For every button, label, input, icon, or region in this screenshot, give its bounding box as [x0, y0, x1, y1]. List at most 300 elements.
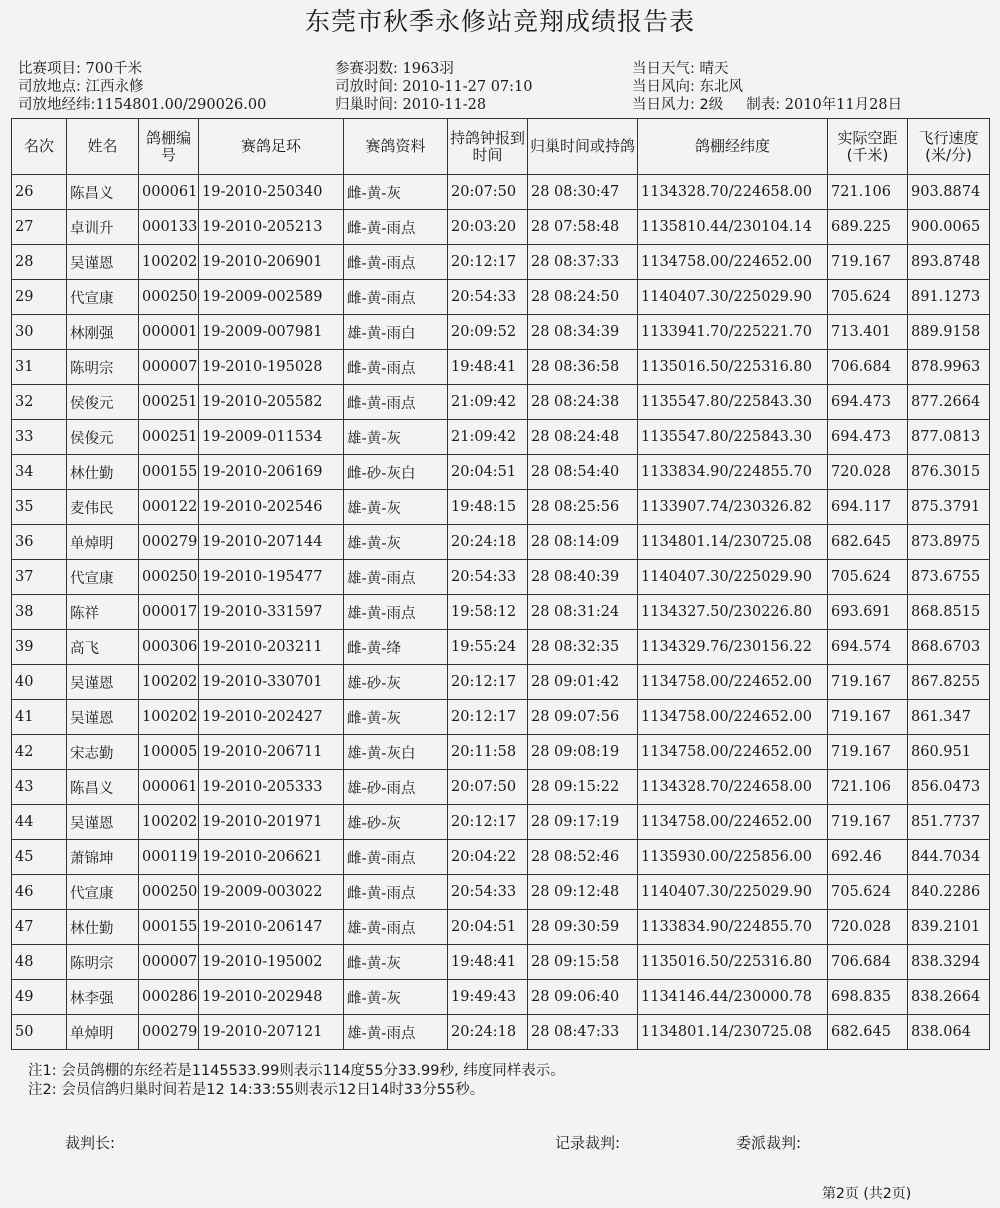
cell-rank: 43 [12, 770, 67, 805]
notes [28, 1062, 565, 1100]
release-place: 司放地点: 江西永修 [18, 79, 144, 95]
cell-clock: 20:54:33 [448, 875, 528, 910]
cell-name: 陈祥 [67, 595, 139, 630]
cell-loft: 000286 [139, 980, 199, 1015]
cell-bird: 雄-黄-灰白 [344, 735, 448, 770]
cell-name: 林仕勤 [67, 455, 139, 490]
cell-speed: 838.064 [908, 1015, 990, 1050]
cell-name: 高飞 [67, 630, 139, 665]
table-body [12, 175, 990, 1050]
cell-coords: 1134328.70/224658.00 [638, 175, 828, 210]
cell-arrival: 28 08:30:47 [528, 175, 638, 210]
cell-coords: 1135547.80/225843.30 [638, 385, 828, 420]
cell-coords: 1135016.50/225316.80 [638, 350, 828, 385]
cell-bird: 雄-黄-雨点 [344, 595, 448, 630]
results-table [11, 118, 990, 1050]
cell-ring: 19-2010-331597 [199, 595, 344, 630]
cell-name: 林仕勤 [67, 910, 139, 945]
cell-rank: 36 [12, 525, 67, 560]
cell-arrival: 28 09:12:48 [528, 875, 638, 910]
cell-speed: 873.6755 [908, 560, 990, 595]
cell-ring: 19-2010-206621 [199, 840, 344, 875]
cell-speed: 868.6703 [908, 630, 990, 665]
header-clock: 持鸽钟报到时间 [448, 119, 528, 175]
cell-bird: 雌-黄-雨点 [344, 245, 448, 280]
cell-clock: 20:12:17 [448, 245, 528, 280]
cell-arrival: 28 08:52:46 [528, 840, 638, 875]
cell-rank: 35 [12, 490, 67, 525]
cell-loft: 000061 [139, 770, 199, 805]
cell-coords: 1133941.70/225221.70 [638, 315, 828, 350]
info-column-middle [335, 60, 533, 114]
cell-distance: 706.684 [828, 350, 908, 385]
cell-bird: 雌-黄-雨点 [344, 840, 448, 875]
cell-clock: 21:09:42 [448, 420, 528, 455]
cell-rank: 30 [12, 315, 67, 350]
cell-loft: 000250 [139, 560, 199, 595]
table-row [12, 280, 990, 315]
cell-name: 侯俊元 [67, 420, 139, 455]
note-2: 注2: 会员信鸽归巢时间若是12 14:33:55则表示12日14时33分55秒。 [28, 1082, 485, 1098]
table-row [12, 875, 990, 910]
cell-distance: 706.684 [828, 945, 908, 980]
cell-coords: 1135810.44/230104.14 [638, 210, 828, 245]
cell-name: 宋志勤 [67, 735, 139, 770]
cell-distance: 694.473 [828, 420, 908, 455]
cell-distance: 682.645 [828, 1015, 908, 1050]
header-bird: 赛鸽资料 [344, 119, 448, 175]
cell-loft: 100005 [139, 735, 199, 770]
cell-ring: 19-2010-203211 [199, 630, 344, 665]
table-row [12, 210, 990, 245]
cell-ring: 19-2009-011534 [199, 420, 344, 455]
cell-clock: 19:55:24 [448, 630, 528, 665]
cell-name: 单焯明 [67, 525, 139, 560]
cell-name: 吴谨恩 [67, 700, 139, 735]
cell-bird: 雌-黄-雨点 [344, 875, 448, 910]
cell-coords: 1134801.14/230725.08 [638, 525, 828, 560]
cell-clock: 20:09:52 [448, 315, 528, 350]
cell-loft: 000251 [139, 420, 199, 455]
made-date-label: 制表: [746, 97, 781, 113]
wind-direction: 当日风向: 东北风 [632, 79, 743, 95]
cell-bird: 雄-砂-灰 [344, 665, 448, 700]
cell-ring: 19-2010-205582 [199, 385, 344, 420]
cell-rank: 42 [12, 735, 67, 770]
cell-arrival: 28 08:24:50 [528, 280, 638, 315]
info-column-left [18, 60, 266, 114]
table-header-row [12, 119, 990, 175]
cell-name: 代宣康 [67, 875, 139, 910]
cell-coords: 1134329.76/230156.22 [638, 630, 828, 665]
cell-arrival: 28 08:25:56 [528, 490, 638, 525]
release-time: 司放时间: 2010-11-27 07:10 [335, 79, 533, 95]
cell-bird: 雄-黄-灰 [344, 490, 448, 525]
page-number: 第2页 (共2页) [822, 1186, 912, 1202]
cell-clock: 20:54:33 [448, 560, 528, 595]
cell-speed: 889.9158 [908, 315, 990, 350]
cell-loft: 100202 [139, 700, 199, 735]
cell-bird: 雌-黄-雨点 [344, 385, 448, 420]
cell-coords: 1134758.00/224652.00 [638, 805, 828, 840]
cell-name: 陈昌义 [67, 175, 139, 210]
cell-coords: 1134758.00/224652.00 [638, 245, 828, 280]
table-row [12, 595, 990, 630]
wind-force: 当日风力: 2级 制表: 2010年11月28日 [632, 97, 903, 113]
cell-arrival: 28 09:15:58 [528, 945, 638, 980]
cell-rank: 40 [12, 665, 67, 700]
cell-coords: 1140407.30/225029.90 [638, 280, 828, 315]
cell-clock: 20:11:58 [448, 735, 528, 770]
cell-distance: 705.624 [828, 280, 908, 315]
cell-coords: 1133907.74/230326.82 [638, 490, 828, 525]
cell-rank: 45 [12, 840, 67, 875]
cell-loft: 100202 [139, 805, 199, 840]
cell-speed: 856.0473 [908, 770, 990, 805]
cell-distance: 720.028 [828, 455, 908, 490]
header-speed: 飞行速度(米/分) [908, 119, 990, 175]
cell-speed: 877.0813 [908, 420, 990, 455]
cell-clock: 20:24:18 [448, 1015, 528, 1050]
cell-distance: 719.167 [828, 700, 908, 735]
cell-rank: 49 [12, 980, 67, 1015]
cell-loft: 000155 [139, 910, 199, 945]
recorder-judge-label: 记录裁判: [555, 1134, 621, 1152]
cell-loft: 000250 [139, 875, 199, 910]
cell-arrival: 28 08:31:24 [528, 595, 638, 630]
cell-name: 侯俊元 [67, 385, 139, 420]
cell-name: 单焯明 [67, 1015, 139, 1050]
cell-bird: 雌-黄-雨点 [344, 210, 448, 245]
cell-rank: 34 [12, 455, 67, 490]
cell-distance: 705.624 [828, 875, 908, 910]
cell-loft: 000279 [139, 1015, 199, 1050]
cell-speed: 903.8874 [908, 175, 990, 210]
cell-bird: 雄-黄-灰 [344, 420, 448, 455]
table-row [12, 910, 990, 945]
cell-coords: 1135930.00/225856.00 [638, 840, 828, 875]
cell-name: 麦伟民 [67, 490, 139, 525]
cell-coords: 1134758.00/224652.00 [638, 665, 828, 700]
made-date: 2010年11月28日 [784, 97, 903, 113]
cell-loft: 000250 [139, 280, 199, 315]
table-row [12, 315, 990, 350]
cell-clock: 19:49:43 [448, 980, 528, 1015]
cell-rank: 32 [12, 385, 67, 420]
cell-ring: 19-2010-206147 [199, 910, 344, 945]
cell-clock: 20:07:50 [448, 770, 528, 805]
cell-distance: 693.691 [828, 595, 908, 630]
cell-rank: 50 [12, 1015, 67, 1050]
table-row [12, 490, 990, 525]
table-row [12, 805, 990, 840]
cell-arrival: 28 08:34:39 [528, 315, 638, 350]
cell-distance: 694.574 [828, 630, 908, 665]
cell-ring: 19-2010-201971 [199, 805, 344, 840]
cell-loft: 000007 [139, 350, 199, 385]
cell-arrival: 28 09:30:59 [528, 910, 638, 945]
cell-distance: 721.106 [828, 175, 908, 210]
cell-name: 吴谨恩 [67, 665, 139, 700]
cell-loft: 000061 [139, 175, 199, 210]
cell-distance: 713.401 [828, 315, 908, 350]
cell-coords: 1134758.00/224652.00 [638, 735, 828, 770]
cell-loft: 100202 [139, 665, 199, 700]
cell-bird: 雄-砂-雨点 [344, 770, 448, 805]
cell-rank: 28 [12, 245, 67, 280]
return-time: 归巢时间: 2010-11-28 [335, 97, 487, 113]
cell-ring: 19-2010-206169 [199, 455, 344, 490]
cell-clock: 20:04:51 [448, 910, 528, 945]
cell-distance: 719.167 [828, 735, 908, 770]
cell-rank: 41 [12, 700, 67, 735]
cell-coords: 1135016.50/225316.80 [638, 945, 828, 980]
cell-clock: 20:54:33 [448, 280, 528, 315]
cell-name: 代宣康 [67, 280, 139, 315]
cell-arrival: 28 08:24:48 [528, 420, 638, 455]
cell-speed: 839.2101 [908, 910, 990, 945]
cell-ring: 19-2010-207121 [199, 1015, 344, 1050]
cell-rank: 44 [12, 805, 67, 840]
cell-rank: 39 [12, 630, 67, 665]
header-loft: 鸽棚编号 [139, 119, 199, 175]
cell-clock: 19:58:12 [448, 595, 528, 630]
cell-ring: 19-2009-003022 [199, 875, 344, 910]
cell-distance: 719.167 [828, 245, 908, 280]
cell-speed: 891.1273 [908, 280, 990, 315]
cell-distance: 692.46 [828, 840, 908, 875]
cell-name: 萧锦坤 [67, 840, 139, 875]
cell-rank: 26 [12, 175, 67, 210]
cell-distance: 694.473 [828, 385, 908, 420]
cell-speed: 860.951 [908, 735, 990, 770]
cell-speed: 876.3015 [908, 455, 990, 490]
cell-loft: 000017 [139, 595, 199, 630]
cell-coords: 1134758.00/224652.00 [638, 700, 828, 735]
cell-bird: 雄-黄-雨点 [344, 1015, 448, 1050]
cell-arrival: 28 08:37:33 [528, 245, 638, 280]
cell-bird: 雌-黄-灰 [344, 980, 448, 1015]
cell-name: 林刚强 [67, 315, 139, 350]
cell-ring: 19-2010-250340 [199, 175, 344, 210]
cell-arrival: 28 09:06:40 [528, 980, 638, 1015]
cell-distance: 719.167 [828, 665, 908, 700]
cell-bird: 雄-黄-雨点 [344, 560, 448, 595]
note-1: 注1: 会员鸽棚的东经若是1145533.99则表示114度55分33.99秒, 纬度同样表示。 [28, 1063, 565, 1079]
cell-arrival: 28 08:36:58 [528, 350, 638, 385]
header-rank: 名次 [12, 119, 67, 175]
table-row [12, 245, 990, 280]
cell-speed: 877.2664 [908, 385, 990, 420]
cell-bird: 雄-砂-灰 [344, 805, 448, 840]
cell-ring: 19-2010-195028 [199, 350, 344, 385]
table-row [12, 735, 990, 770]
cell-name: 吴谨恩 [67, 245, 139, 280]
cell-distance: 682.645 [828, 525, 908, 560]
cell-clock: 20:07:50 [448, 175, 528, 210]
cell-speed: 838.2664 [908, 980, 990, 1015]
cell-speed: 844.7034 [908, 840, 990, 875]
cell-rank: 38 [12, 595, 67, 630]
cell-ring: 19-2010-206711 [199, 735, 344, 770]
header-coords: 鸽棚经纬度 [638, 119, 828, 175]
cell-speed: 867.8255 [908, 665, 990, 700]
table-row [12, 525, 990, 560]
table-row [12, 455, 990, 490]
cell-speed: 893.8748 [908, 245, 990, 280]
cell-clock: 20:24:18 [448, 525, 528, 560]
cell-ring: 19-2010-206901 [199, 245, 344, 280]
cell-speed: 840.2286 [908, 875, 990, 910]
cell-distance: 721.106 [828, 770, 908, 805]
cell-bird: 雌-黄-绛 [344, 630, 448, 665]
cell-loft: 000001 [139, 315, 199, 350]
cell-coords: 1134328.70/224658.00 [638, 770, 828, 805]
cell-bird: 雌-黄-灰 [344, 175, 448, 210]
table-row [12, 630, 990, 665]
cell-ring: 19-2010-202546 [199, 490, 344, 525]
cell-clock: 20:04:51 [448, 455, 528, 490]
table-row [12, 840, 990, 875]
cell-ring: 19-2010-202948 [199, 980, 344, 1015]
cell-rank: 47 [12, 910, 67, 945]
cell-name: 卓训升 [67, 210, 139, 245]
cell-name: 陈明宗 [67, 350, 139, 385]
cell-loft: 000279 [139, 525, 199, 560]
report-title: 东莞市秋季永修站竞翔成绩报告表 [304, 7, 695, 36]
cell-arrival: 28 08:24:38 [528, 385, 638, 420]
cell-bird: 雄-黄-雨白 [344, 315, 448, 350]
cell-coords: 1140407.30/225029.90 [638, 560, 828, 595]
cell-ring: 19-2009-002589 [199, 280, 344, 315]
cell-clock: 20:12:17 [448, 665, 528, 700]
cell-loft: 100202 [139, 245, 199, 280]
cell-rank: 46 [12, 875, 67, 910]
cell-speed: 838.3294 [908, 945, 990, 980]
cell-bird: 雄-黄-灰 [344, 525, 448, 560]
cell-name: 代宣康 [67, 560, 139, 595]
cell-name: 林李强 [67, 980, 139, 1015]
table-row [12, 420, 990, 455]
cell-rank: 37 [12, 560, 67, 595]
cell-speed: 900.0065 [908, 210, 990, 245]
cell-loft: 000007 [139, 945, 199, 980]
header-name: 姓名 [67, 119, 139, 175]
bird-count: 参赛羽数: 1963羽 [335, 61, 454, 77]
cell-coords: 1140407.30/225029.90 [638, 875, 828, 910]
cell-loft: 000122 [139, 490, 199, 525]
table-row [12, 700, 990, 735]
cell-bird: 雄-黄-雨点 [344, 910, 448, 945]
cell-name: 吴谨恩 [67, 805, 139, 840]
cell-coords: 1134327.50/230226.80 [638, 595, 828, 630]
cell-ring: 19-2010-195002 [199, 945, 344, 980]
cell-arrival: 28 09:15:22 [528, 770, 638, 805]
cell-ring: 19-2010-207144 [199, 525, 344, 560]
cell-ring: 19-2010-205333 [199, 770, 344, 805]
table-row [12, 350, 990, 385]
cell-bird: 雌-黄-雨点 [344, 280, 448, 315]
cell-name: 陈明宗 [67, 945, 139, 980]
cell-arrival: 28 07:58:48 [528, 210, 638, 245]
cell-name: 陈昌义 [67, 770, 139, 805]
cell-bird: 雌-砂-灰白 [344, 455, 448, 490]
cell-speed: 868.8515 [908, 595, 990, 630]
cell-arrival: 28 08:40:39 [528, 560, 638, 595]
header-distance: 实际空距(千米) [828, 119, 908, 175]
race-item: 比赛项目: 700千米 [18, 61, 143, 77]
cell-speed: 878.9963 [908, 350, 990, 385]
cell-clock: 19:48:15 [448, 490, 528, 525]
table-row [12, 175, 990, 210]
header-arrival: 归巢时间或持鸽 [528, 119, 638, 175]
table-row [12, 560, 990, 595]
table-row [12, 980, 990, 1015]
cell-clock: 20:04:22 [448, 840, 528, 875]
cell-ring: 19-2010-202427 [199, 700, 344, 735]
cell-bird: 雌-黄-灰 [344, 945, 448, 980]
appointed-judge-label: 委派裁判: [736, 1134, 802, 1152]
info-column-right [632, 60, 902, 114]
cell-distance: 698.835 [828, 980, 908, 1015]
cell-coords: 1134801.14/230725.08 [638, 1015, 828, 1050]
cell-arrival: 28 09:17:19 [528, 805, 638, 840]
table-row [12, 385, 990, 420]
cell-distance: 719.167 [828, 805, 908, 840]
cell-arrival: 28 09:07:56 [528, 700, 638, 735]
cell-rank: 33 [12, 420, 67, 455]
table-row [12, 945, 990, 980]
cell-rank: 29 [12, 280, 67, 315]
cell-clock: 19:48:41 [448, 945, 528, 980]
cell-arrival: 28 08:14:09 [528, 525, 638, 560]
cell-arrival: 28 09:01:42 [528, 665, 638, 700]
cell-ring: 19-2009-007981 [199, 315, 344, 350]
table-row [12, 665, 990, 700]
weather: 当日天气: 晴天 [632, 61, 729, 77]
cell-loft: 000119 [139, 840, 199, 875]
cell-coords: 1134146.44/230000.78 [638, 980, 828, 1015]
cell-ring: 19-2010-205213 [199, 210, 344, 245]
release-coords: 司放地经纬:1154801.00/290026.00 [18, 97, 267, 113]
cell-ring: 19-2010-195477 [199, 560, 344, 595]
cell-loft: 000133 [139, 210, 199, 245]
cell-rank: 27 [12, 210, 67, 245]
cell-loft: 000251 [139, 385, 199, 420]
table-row [12, 770, 990, 805]
cell-arrival: 28 08:47:33 [528, 1015, 638, 1050]
cell-speed: 873.8975 [908, 525, 990, 560]
cell-loft: 000306 [139, 630, 199, 665]
cell-distance: 705.624 [828, 560, 908, 595]
cell-rank: 31 [12, 350, 67, 385]
cell-distance: 720.028 [828, 910, 908, 945]
cell-clock: 20:03:20 [448, 210, 528, 245]
chief-judge-label: 裁判长: [65, 1134, 116, 1152]
cell-arrival: 28 08:32:35 [528, 630, 638, 665]
cell-ring: 19-2010-330701 [199, 665, 344, 700]
cell-coords: 1133834.90/224855.70 [638, 910, 828, 945]
cell-coords: 1135547.80/225843.30 [638, 420, 828, 455]
cell-rank: 48 [12, 945, 67, 980]
cell-clock: 20:12:17 [448, 700, 528, 735]
cell-loft: 000155 [139, 455, 199, 490]
cell-bird: 雌-黄-灰 [344, 700, 448, 735]
cell-arrival: 28 08:54:40 [528, 455, 638, 490]
cell-bird: 雌-黄-雨点 [344, 350, 448, 385]
cell-clock: 19:48:41 [448, 350, 528, 385]
cell-arrival: 28 09:08:19 [528, 735, 638, 770]
